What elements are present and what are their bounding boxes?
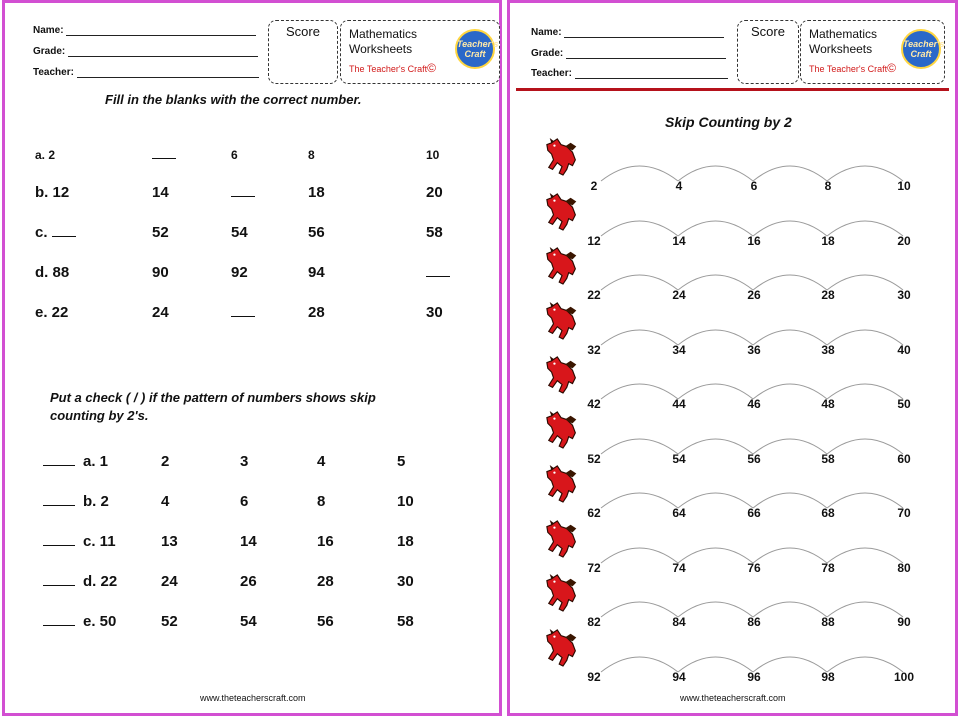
grade-line bbox=[566, 58, 726, 59]
skip-number: 56 bbox=[747, 451, 761, 466]
score-box bbox=[737, 20, 799, 84]
skip-number: 18 bbox=[821, 233, 835, 248]
sequence-number: 28 bbox=[308, 304, 325, 321]
question-label: d. 22 bbox=[83, 573, 118, 590]
grade-field bbox=[33, 46, 258, 57]
question-label: d. 88 bbox=[35, 264, 70, 281]
sequence-number: 14 bbox=[152, 184, 169, 201]
question-label: b. 2 bbox=[83, 493, 109, 510]
teacher-label: Teacher: bbox=[531, 68, 572, 79]
skip-number: 12 bbox=[587, 233, 601, 248]
sequence-number: 56 bbox=[317, 613, 334, 630]
teacher-line bbox=[575, 78, 728, 79]
skip-number: 100 bbox=[893, 669, 915, 684]
sequence-number: 4 bbox=[317, 453, 326, 470]
sequence-number: 18 bbox=[308, 184, 325, 201]
sequence-number: 8 bbox=[317, 493, 326, 510]
check-line[interactable] bbox=[43, 505, 75, 506]
skip-number: 40 bbox=[897, 342, 911, 357]
sequence-number: 58 bbox=[426, 224, 443, 241]
sequence-number: 24 bbox=[161, 573, 178, 590]
skip-number: 98 bbox=[821, 669, 835, 684]
skip-number: 28 bbox=[821, 288, 835, 302]
grade-label: Grade: bbox=[33, 46, 66, 57]
sequence-number: 28 bbox=[317, 573, 334, 590]
copyright-mark: © bbox=[427, 61, 436, 75]
logo-text-bottom: Craft bbox=[464, 49, 486, 59]
brand-title-line2: Worksheets bbox=[809, 42, 873, 56]
sequence-number: 10 bbox=[426, 148, 440, 162]
check-blank[interactable] bbox=[43, 493, 75, 510]
sequence-number: 18 bbox=[397, 533, 414, 550]
header-divider bbox=[516, 88, 949, 91]
sequence-number: 58 bbox=[397, 613, 414, 630]
skip-number: 84 bbox=[672, 615, 686, 629]
sequence-number bbox=[231, 304, 255, 321]
skip-number: 52 bbox=[587, 451, 601, 466]
sequence-number bbox=[426, 264, 450, 281]
skip-number: 60 bbox=[897, 451, 911, 466]
teacher-field bbox=[33, 67, 259, 78]
skip-number: 76 bbox=[747, 560, 761, 575]
brand-title-line1: Mathematics bbox=[809, 27, 878, 41]
section1-instruction: Fill in the blanks with the correct number. bbox=[105, 92, 362, 107]
skip-number: 38 bbox=[821, 342, 835, 357]
check-line[interactable] bbox=[43, 585, 75, 586]
teacher-line bbox=[77, 77, 259, 78]
skip-number: 74 bbox=[672, 560, 686, 575]
section2-instruction-line2: counting by 2's. bbox=[50, 408, 149, 423]
check-blank[interactable] bbox=[43, 573, 75, 590]
skip-number: 10 bbox=[897, 179, 911, 193]
skip-number: 72 bbox=[587, 560, 601, 575]
skip-number: 16 bbox=[747, 233, 761, 248]
check-blank[interactable] bbox=[43, 453, 75, 470]
worksheet-left bbox=[2, 0, 502, 716]
copyright-mark: © bbox=[887, 61, 896, 75]
score-label: Score bbox=[751, 24, 785, 39]
sequence-number: 92 bbox=[231, 264, 248, 281]
question-label: b. 12 bbox=[35, 184, 70, 201]
skip-number: 2 bbox=[590, 179, 598, 193]
score-box bbox=[268, 20, 338, 84]
skip-number: 34 bbox=[672, 342, 686, 357]
question-label: e. 22 bbox=[35, 304, 69, 321]
check-line[interactable] bbox=[43, 625, 75, 626]
sequence-number: 54 bbox=[231, 224, 248, 241]
skip-number: 4 bbox=[675, 179, 683, 193]
logo-text-top: Teacher's bbox=[457, 39, 499, 49]
sequence-number: 3 bbox=[240, 453, 249, 470]
sequence-number: 52 bbox=[152, 224, 169, 241]
skip-number: 68 bbox=[821, 506, 835, 520]
answer-blank[interactable] bbox=[52, 236, 76, 237]
skip-number: 30 bbox=[897, 288, 911, 302]
skip-number: 20 bbox=[897, 233, 911, 248]
footer-url: www.theteacherscraft.com bbox=[680, 693, 786, 703]
sequence-number: 90 bbox=[152, 264, 169, 281]
skip-number: 32 bbox=[587, 342, 601, 357]
skip-number: 8 bbox=[824, 179, 832, 193]
section2-instruction-line1: Put a check ( / ) if the pattern of numbers shows skip bbox=[50, 390, 376, 405]
teachers-craft-logo bbox=[455, 29, 499, 69]
sequence-number: 8 bbox=[308, 148, 315, 162]
question-label bbox=[35, 224, 76, 241]
score-label: Score bbox=[286, 24, 320, 39]
sequence-number: 2 bbox=[161, 453, 170, 470]
logo-text-bottom: Craft bbox=[910, 49, 932, 59]
question-label: a. 2 bbox=[35, 148, 56, 162]
worksheet-right bbox=[507, 0, 958, 716]
check-blank[interactable] bbox=[43, 533, 75, 550]
skip-number: 24 bbox=[672, 288, 686, 302]
sequence-number bbox=[231, 184, 255, 201]
brand-tag-text: The Teacher's Craft bbox=[349, 64, 428, 74]
sequence-number: 54 bbox=[240, 613, 257, 630]
skip-number: 36 bbox=[747, 342, 761, 357]
sequence-number: 4 bbox=[161, 493, 170, 510]
check-line[interactable] bbox=[43, 465, 75, 466]
grade-label: Grade: bbox=[531, 48, 564, 59]
name-line bbox=[66, 35, 256, 36]
answer-blank[interactable] bbox=[231, 196, 255, 197]
skip-number: 92 bbox=[587, 669, 601, 684]
teacher-label: Teacher: bbox=[33, 67, 74, 78]
name-field bbox=[531, 27, 724, 38]
teacher-field bbox=[531, 68, 728, 79]
sequence-number: 10 bbox=[397, 493, 414, 510]
sequence-number: 6 bbox=[231, 148, 238, 162]
grade-field bbox=[531, 48, 726, 59]
name-label: Name: bbox=[531, 27, 562, 38]
skip-number: 80 bbox=[897, 560, 911, 575]
skip-number: 86 bbox=[747, 615, 761, 629]
sequence-number: 94 bbox=[308, 264, 325, 281]
skip-number: 14 bbox=[672, 233, 686, 248]
skip-number: 46 bbox=[747, 397, 761, 411]
sequence-number: 14 bbox=[240, 533, 257, 550]
question-label: a. 1 bbox=[83, 453, 109, 470]
skip-number: 94 bbox=[672, 669, 686, 684]
check-blank[interactable] bbox=[43, 613, 75, 630]
brand-tagline bbox=[809, 61, 896, 75]
sequence-number: 20 bbox=[426, 184, 443, 201]
footer-url: www.theteacherscraft.com bbox=[200, 693, 306, 703]
brand-tag-text: The Teacher's Craft bbox=[809, 64, 888, 74]
question-label: c. 11 bbox=[83, 533, 116, 550]
brand-title-line2: Worksheets bbox=[349, 42, 413, 56]
skip-number: 90 bbox=[897, 615, 911, 629]
name-line bbox=[564, 37, 724, 38]
skip-number: 62 bbox=[587, 506, 601, 520]
answer-blank[interactable] bbox=[152, 158, 176, 159]
skip-number: 96 bbox=[747, 669, 761, 684]
sequence-number: 6 bbox=[240, 493, 249, 510]
skip-number: 42 bbox=[587, 397, 601, 411]
skip-number: 78 bbox=[821, 560, 835, 575]
skip-number: 82 bbox=[587, 615, 601, 629]
brand-title-line1: Mathematics bbox=[349, 27, 418, 41]
row-label: c. bbox=[35, 224, 52, 241]
name-label: Name: bbox=[33, 25, 64, 36]
teachers-craft-logo bbox=[901, 29, 945, 69]
logo-text-top: Teacher's bbox=[903, 39, 945, 49]
answer-blank[interactable] bbox=[426, 276, 450, 277]
sequence-number: 52 bbox=[161, 613, 178, 630]
page-title: Skip Counting by 2 bbox=[665, 114, 792, 130]
skip-number: 48 bbox=[821, 397, 835, 411]
brand-box bbox=[800, 20, 945, 84]
skip-number: 26 bbox=[747, 288, 761, 302]
sequence-number: 13 bbox=[161, 533, 178, 550]
skip-number: 58 bbox=[821, 451, 835, 466]
skip-number: 64 bbox=[672, 506, 686, 520]
brand-tagline bbox=[349, 61, 436, 75]
name-field bbox=[33, 25, 256, 36]
sequence-number: 30 bbox=[397, 573, 414, 590]
skip-number: 66 bbox=[747, 506, 761, 520]
sequence-number bbox=[152, 148, 176, 162]
skip-number: 22 bbox=[587, 288, 601, 302]
check-line[interactable] bbox=[43, 545, 75, 546]
sequence-number: 16 bbox=[317, 533, 334, 550]
skip-number: 70 bbox=[897, 506, 911, 520]
sequence-number: 5 bbox=[397, 453, 406, 470]
sequence-number: 24 bbox=[152, 304, 169, 321]
skip-number: 6 bbox=[750, 179, 758, 193]
grade-line bbox=[68, 56, 258, 57]
skip-number: 50 bbox=[897, 397, 911, 411]
skip-number: 44 bbox=[672, 397, 686, 411]
sequence-number: 30 bbox=[426, 304, 443, 321]
brand-box bbox=[340, 20, 500, 84]
sequence-number: 26 bbox=[240, 573, 257, 590]
answer-blank[interactable] bbox=[231, 316, 255, 317]
sequence-number: 56 bbox=[308, 224, 325, 241]
skip-number: 54 bbox=[672, 451, 686, 466]
question-label: e. 50 bbox=[83, 613, 117, 630]
skip-number: 88 bbox=[821, 615, 835, 629]
